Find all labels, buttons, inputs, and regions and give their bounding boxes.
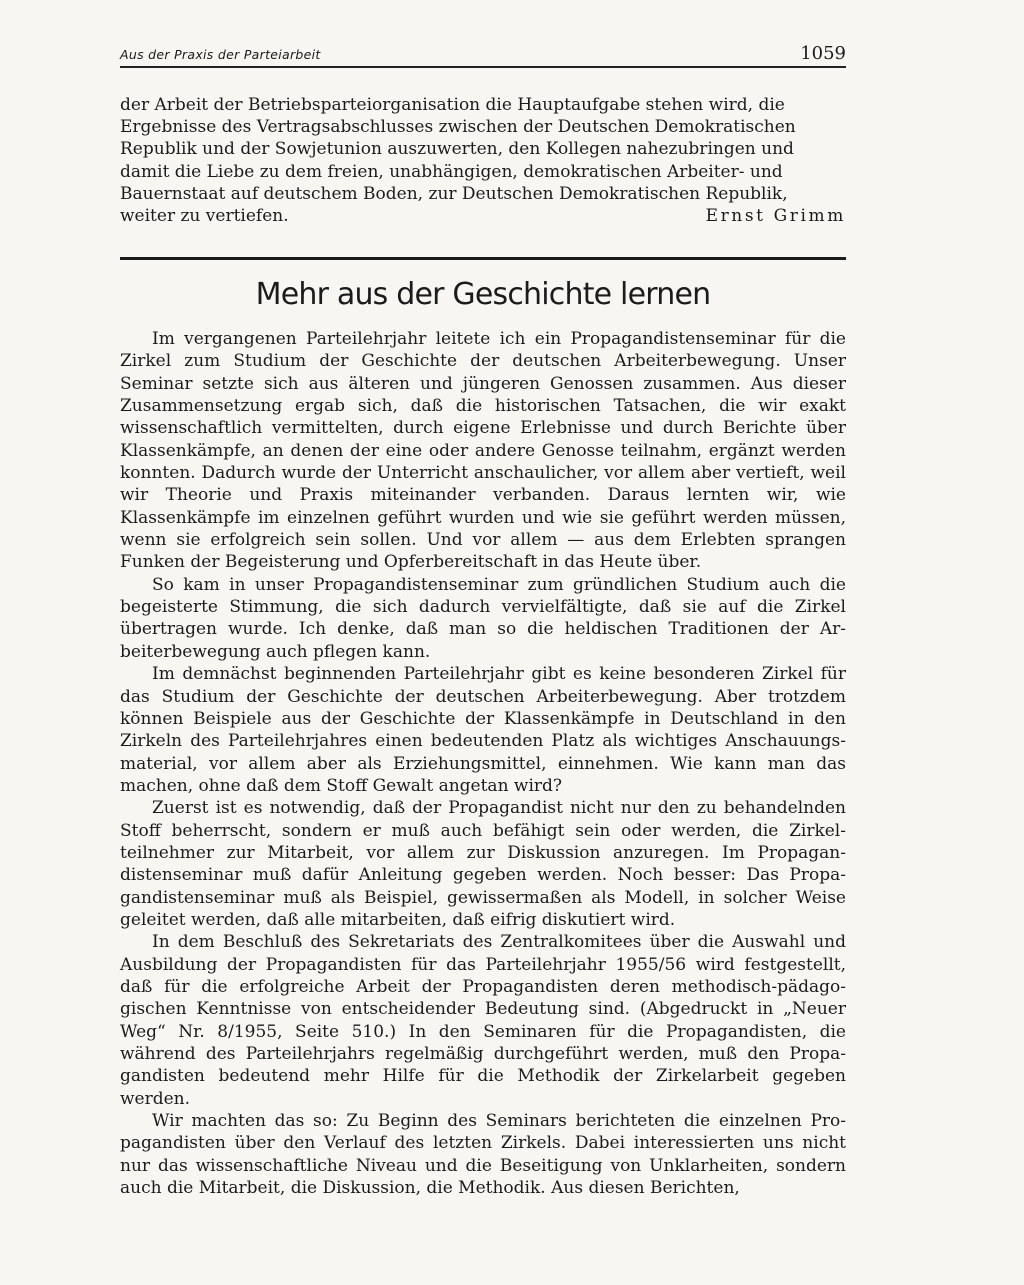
intro-last-line (120, 205, 846, 227)
paragraph: So kam in unser Propagandistenseminar zum gründlichen Studium auch die begeisterte Stimmung, die sich dadurch vervielfältigte, daß sie auf die Zirkel übertragen wurde. Ich denke, daß man so die heldischen Traditionen der Arbeiterbewegung auch pflegen kann. (120, 574, 846, 662)
running-head: Aus der Praxis der Parteiarbeit (120, 47, 321, 62)
article-title: Mehr aus der Geschichte lernen (255, 277, 711, 312)
intro-line: damit die Liebe zu dem freien, unabhängigen, demokratischen Arbeiter- und (120, 161, 783, 182)
paragraph: Im vergangenen Parteilehrjahr leitete ich ein Propagandistenseminar für die Zirkel zum Studium der Geschichte der deutschen Arbeiterbewegung. Unser Seminar setzte sich aus älteren und jüngeren Genossen zusammen. Aus dieser Zusammensetzung ergab sich, daß die historischen Tatsachen, die wir exakt wissenschaftlich vermittelten, durch eigene Erlebnisse und durch Berichte über Klassenkämpfe, an denen der eine oder andere Genosse teilnahm, ergänzt werden konnten. Dadurch wurde der Unterricht anschaulicher, vor allem aber vertieft, weil wir Theorie und Praxis miteinander verbanden. Daraus lernten wir, wie Klassenkämpfe im einzelnen geführt wurden und wie sie geführt werden müssen, wenn sie erfolgreich sein sollen. Und vor allem — aus dem Erlebten sprangen Funken der Begeisterung und Opferbereitschaft in das Heute über. (120, 329, 846, 573)
paragraph: In dem Beschluß des Sekretariats des Zentralkomitees über die Auswahl und Ausbildung der Propagandisten für das Parteilehrjahr 1955/56 wird festgestellt, daß für die erfolgreiche Arbeit der Propagandisten deren methodisch-pädagogischen Kenntnisse von entscheidender Bedeutung sind. (Abgedruckt in „Neuer Weg“ Nr. 8/1955, Seite 510.) In den Seminaren für die Propagandisten, die während des Parteilehrjahrs regelmäßig durchgeführt werden, muß den Propagandisten bedeutend mehr Hilfe für die Methodik der Zirkelarbeit gegeben werden. (120, 932, 846, 1109)
previous-article-ending (120, 94, 846, 227)
intro-line: weiter zu vertiefen. (120, 206, 289, 227)
intro-line: Bauernstaat auf deutschem Boden, zur Deutschen Demokratischen Republik, (120, 183, 788, 204)
article-body (120, 328, 846, 1199)
page-header (120, 40, 846, 68)
paragraph: Zuerst ist es notwendig, daß der Propagandist nicht nur den zu behandelnden Stoff beherrscht, sondern er muß auch befähigt sein oder werden, die Zirkelteilnehmer zur Mitarbeit, vor allem zur Diskussion anzuregen. Im Propagandistenseminar muß dafür Anleitung gegeben werden. Noch besser: Das Propagandistenseminar muß als Beispiel, gewissermaßen als Modell, in solcher Weise geleitet werden, daß alle mitarbeiten, daß eifrig diskutiert wird. (120, 798, 846, 930)
paragraph: Im demnächst beginnenden Parteilehrjahr gibt es keine besonderen Zirkel für das Studium der Geschichte der deutschen Arbeiterbewegung. Aber trotzdem können Beispiele aus der Geschichte der Klassenkämpfe in Deutschland in den Zirkeln des Parteilehrjahres einen bedeutenden Platz als wichtiges Anschauungsmaterial, vor allem aber als Erziehungsmittel, einnehmen. Wie kann man das machen, ohne daß dem Stoff Gewalt angetan wird? (120, 664, 846, 796)
intro-line: Ergebnisse des Vertragsabschlusses zwischen der Deutschen Demokratischen (120, 117, 796, 138)
section-divider (120, 257, 846, 260)
intro-line: der Arbeit der Betriebsparteiorganisation die Hauptaufgabe stehen wird, die (120, 95, 785, 115)
page-number: 1059 (800, 43, 846, 64)
author-signature: Ernst Grimm (705, 206, 846, 227)
intro-line: Republik und der Sowjetunion auszuwerten, den Kollegen nahezubringen und (120, 139, 794, 160)
paragraph: Wir machten das so: Zu Beginn des Seminars berichteten die einzelnen Propagandisten über den Verlauf des letzten Zirkels. Dabei interessierten uns nicht nur das wissenschaftliche Niveau und die Beseitigung von Unklarheiten, sondern auch die Mitarbeit, die Diskussion, die Methodik. Aus diesen Berichten, (120, 1111, 846, 1199)
